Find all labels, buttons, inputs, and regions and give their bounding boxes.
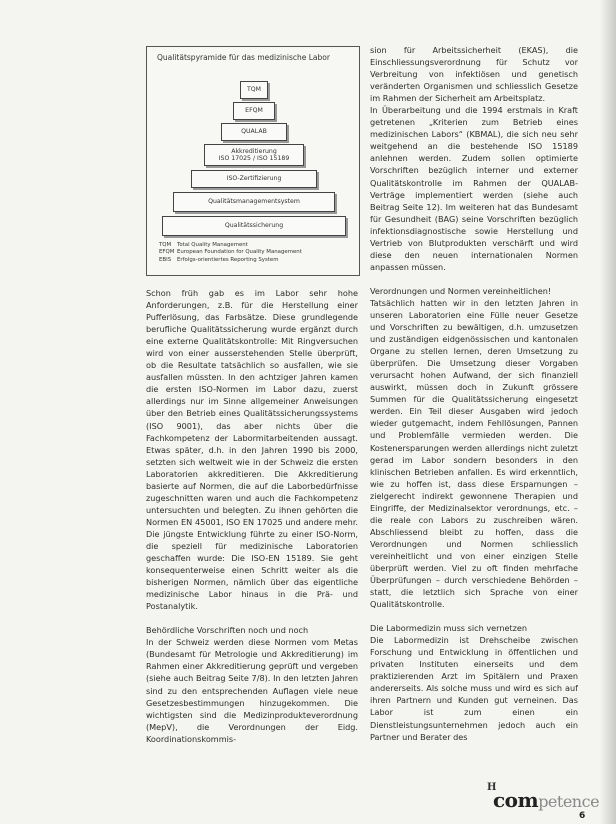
page-number: 6 <box>579 811 586 821</box>
pyramid-level-label: ISO-Zertifizierung <box>226 175 282 183</box>
pyramid-level <box>233 102 275 120</box>
pyramid-level <box>204 144 304 166</box>
pyramid-level-label: Qualitätssicherung <box>224 222 284 230</box>
figure-legend <box>159 242 302 264</box>
paragraph: Schon früh gab es im Labor sehr hohe Anforderungen, z.B. für die Herstellung einer Pufferlösung, das Farbsätze. Diese grundlegende berufliche Qualitätssicherung wurde ergänzt durch eine externe Qualitätskontrolle: Mit Ringversuchen wird von einer ausserstehenden Stelle überprüft, ob die Resultate tatsächlich so ausfallen, wie sie ausfallen müssten. In den achtziger Jahren kamen die ersten ISO-Normen im Labor dazu, zuerst allerdings nur im Sinne allgemeiner Anweisungen über den Betrieb eines Qualitätssicherungssystems (ISO 9001), das aber nichts über die Fachkompetenz der Labormitarbeitenden aussagt. Etwas später, d.h. in den Jahren 1990 bis 2000, setzten sich weltweit wie in der Schweiz die ersten Laboratorien akkreditieren. Die Akkreditierung basierte auf Normen, die auf die Laborbedürfnisse zugeschnitten waren und auch die Fachkompetenz untersuchten und belegten. Zu ihnen gehörten die Normen EN 45001, ISO EN 17025 und andere mehr. Die jüngste Entwicklung führte zu einer ISO-Norm, die speziell für medizinische Laboratorien geschaffen wurde: Die ISO-EN 15189. Sie geht konsequenterweise einen Schritt weiter als die bisherigen Normen, nämlich über das eigentliche medizinische Labor hinaus in die Prä- und Postanalytik. <box>146 288 358 612</box>
paragraph: sion für Arbeitssicherheit (EKAS), die Einschliessungsverordnung für Schutz vor Verbreitung von infektiösen und genetisch veränderten Organismen und schliesslich Gesetze im Rahmen der Sicherheit am Arbeitsplatz. <box>370 45 578 104</box>
quality-pyramid-figure <box>146 46 360 276</box>
pyramid-level <box>173 192 335 212</box>
pyramid-level <box>221 123 287 141</box>
left-text-column <box>146 287 358 745</box>
pyramid-level-label: Akkreditierung <box>231 147 277 155</box>
legend-item: EBIS Erfolgs-orientiertes Reporting System <box>159 256 279 263</box>
pyramid-level-label: Qualitätsmanagementsystem <box>208 198 300 206</box>
page-edge-shadow <box>600 0 616 824</box>
paragraph: In Überarbeitung und die 1994 erstmals in Kraft getretenen „Kriterien zum Betrieb eines medizinischen Labors“ (KBMAL), die sich neu sehr weitgehend an die bestehende ISO 15189 anlehnen werden. Zudem sollen optimierte Vorschriften bezüglich interner und externer Qualitätskontrolle im Rahmen der QUALAB-Verträge implementiert werden (siehe auch Beitrag Seite 12). Im weiteren hat das Bundesamt für Gesundheit (BAG) seine Vorschriften bezüglich infektionsdiagnostische sowie Herstellung und Vertrieb von Blutprodukten verschärft und wird diese den neuen internationalen Normen anpassen müssen. <box>370 105 578 272</box>
pyramid-level <box>191 170 317 188</box>
figure-title: Qualitätspyramide für das medizinische Labor <box>157 53 330 62</box>
section-heading: Die Labormedizin muss sich vernetzen <box>370 623 528 634</box>
legend-item: TQM Total Quality Management <box>159 242 248 248</box>
pyramid-level-label: QUALAB <box>241 128 267 136</box>
pyramid-level-label: EFQM <box>245 107 263 115</box>
paragraph: In der Schweiz werden diese Normen vom Metas (Bundesamt für Metrologie und Akkreditierung) im Rahmen einer Akkreditierung geprüft und vergeben (siehe auch Beitrag Seite 7/8). In den letzten Jahren sind zu den entsprechenden Auflagen viele neue Gesetzesbestimmungen hinzugekommen. Die wichtigsten sind die Medizinprodukteverordnung (MepV), die Verordnungen der Eidg. Koordinationskommis- <box>146 637 358 744</box>
pyramid-level <box>240 81 268 99</box>
right-text-column <box>370 44 578 743</box>
section-heading: Behördliche Vorschriften noch und noch <box>146 625 309 636</box>
competence-logo: H competence <box>487 782 600 812</box>
pyramid-level-label: TQM <box>247 86 261 94</box>
paragraph: Die Labormedizin ist Drehscheibe zwischen Forschung und Entwicklung in öffentlichen und privaten Instituten einerseits und dem praktizierenden Arzt im Spitälern und Praxen andererseits. Als solche muss und wird es sich auf ihren Partnern und Kunden gut verneinen. Das Labor ist zum einen ein Dienstleistungsunternehmen jedoch auch ein Partner und Berater des <box>370 635 578 742</box>
paragraph: Tatsächlich hatten wir in den letzten Jahren in unseren Laboratorien eine Fülle neuer Gesetze und Vorschriften zu bewältigen, d.h. umzusetzen und zuständigen eidgenössischen und kantonalen Organe zu stellen lernen, deren Umsetzung zu überprüfen. Die Umsetzung dieser Vorgaben verursacht hohen Aufwand, der sich finanziell auswirkt, müssen doch in Zukunft grössere Summen für die Qualitätssicherung eingesetzt werden. Ein Teil dieser Ausgaben wird jedoch wieder gutgemacht, indem Fehllösungen, Pannen und Problemfälle vermieden werden. Die Kostenersparungen werden allerdings nicht zuletzt gerad im Labor sondern besonders in den klinischen Betrieben anfallen. Es wird erkenntlich, wie zu hoffen ist, dass diese Ersparnungen – zielgerecht indirekt gewonnene Therapien und Eingriffe, der Medizinalsektor verordnungs, etc. – die reale con Labors zu zuschreiben wären. Abschliessend bleibt zu hoffen, dass die Verordnungen und Normen schliesslich vereinheitlicht und von einer einzigen Stelle überprüft werden. Viel zu oft finden mehrfache Überprüfungen – durch verschiedene Behörden – statt, die letztlich sich Sprache von einer Qualitätskontrolle. <box>370 297 578 610</box>
legend-item: EFQM European Foundation for Quality Management <box>159 249 302 256</box>
pyramid-level <box>162 216 346 236</box>
section-heading: Verordnungen und Normen vereinheitlichen! <box>370 285 552 296</box>
pyramid-level-label: ISO 17025 / ISO 15189 <box>218 155 290 162</box>
